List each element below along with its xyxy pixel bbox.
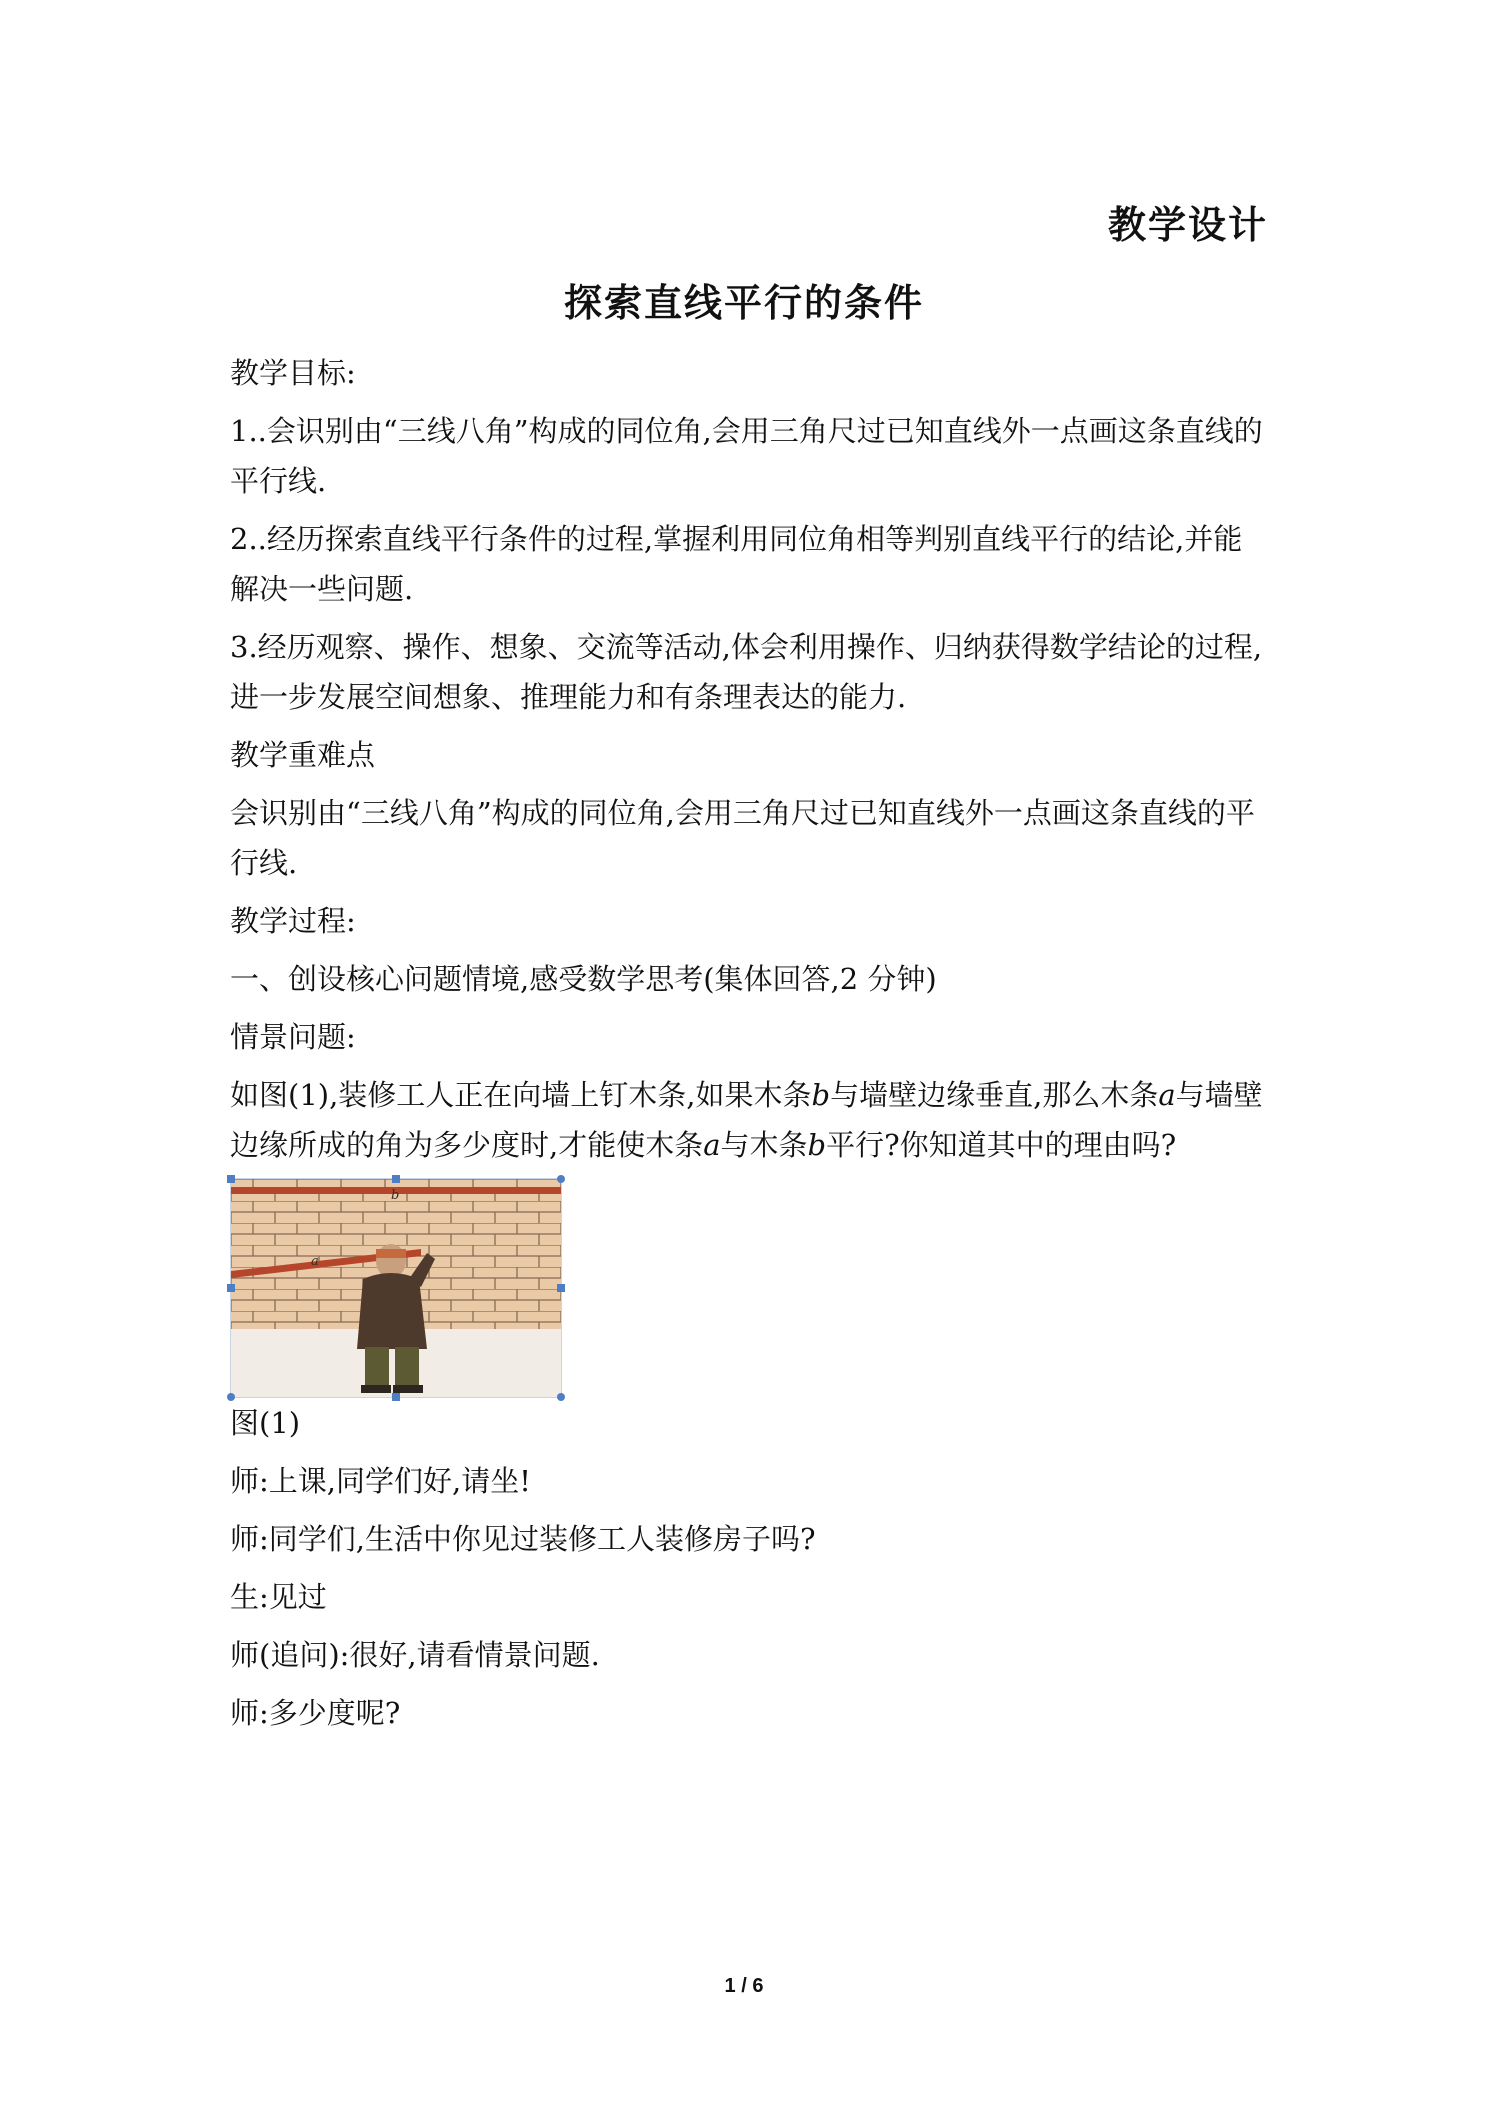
label-a: a	[311, 1254, 319, 1269]
worker-illustration	[231, 1179, 561, 1397]
resize-handle-top-left[interactable]	[227, 1175, 235, 1183]
paragraph-scenario-heading: 情景问题:	[230, 1020, 356, 1054]
document-title: 探索直线平行的条件	[563, 281, 924, 325]
paragraph-objective-3: 3.经历观察、操作、想象、交流等活动,体会利用操作、归纳获得数学结论的过程,进一步发展空间想象、推理能力和有条理表达的能力.	[230, 630, 1263, 714]
label-b: b	[391, 1188, 400, 1203]
dialogue-line-1: 师:上课,同学们好,请坐!	[230, 1464, 531, 1498]
paragraph-objectives-heading: 教学目标:	[230, 356, 356, 390]
paragraph-process-heading: 教学过程:	[230, 904, 356, 938]
dialogue-line-3: 生:见过	[230, 1580, 327, 1614]
dialogue-line-4: 师(追问):很好,请看情景问题.	[230, 1638, 600, 1672]
figure-worker-image[interactable]	[230, 1178, 562, 1398]
resize-handle-top-right[interactable]	[557, 1175, 565, 1183]
document-body	[230, 348, 1270, 1746]
document-label: 教学设计	[1107, 203, 1268, 247]
variable-b: b	[811, 1078, 831, 1112]
question-text-1: 如图(1),装修工人正在向墙上钉木条,如果木条	[230, 1078, 812, 1112]
dialogue-line-2: 师:同学们,生活中你见过装修工人装修房子吗?	[230, 1522, 816, 1556]
resize-handle-right[interactable]	[557, 1284, 565, 1292]
resize-handle-left[interactable]	[227, 1284, 235, 1292]
figure-caption: 图(1)	[230, 1406, 301, 1440]
paragraph-section-1: 一、创设核心问题情境,感受数学思考(集体回答,2 分钟)	[230, 962, 937, 996]
question-text-4: 与木条	[720, 1128, 808, 1162]
variable-a: a	[1158, 1078, 1176, 1112]
variable-a: a	[703, 1128, 721, 1162]
paragraph-keypoints: 会识别由“三线八角”构成的同位角,会用三角尺过已知直线外一点画这条直线的平行线.	[230, 796, 1255, 880]
question-text-2: 与墙壁边缘垂直,那么木条	[830, 1078, 1159, 1112]
question-text-5: 平行?你知道其中的理由吗?	[826, 1128, 1177, 1162]
question-text-3: 与墙壁边缘所成的角为多少度时,才能使木条	[230, 1078, 1263, 1162]
dialogue-line-5: 师:多少度呢?	[230, 1696, 401, 1730]
paragraph-objective-2: 2..经历探索直线平行条件的过程,掌握利用同位角相等判别直线平行的结论,并能解决一些问题.	[230, 522, 1243, 606]
paragraph-objective-1: 1..会识别由“三线八角”构成的同位角,会用三角尺过已知直线外一点画这条直线的平行线.	[230, 414, 1263, 498]
paragraph-question	[230, 1070, 1270, 1170]
paragraph-keypoints-heading: 教学重难点	[230, 738, 376, 772]
page-indicator: 1 / 6	[724, 1975, 764, 1997]
resize-handle-bottom-left[interactable]	[227, 1393, 235, 1401]
variable-b: b	[807, 1128, 827, 1162]
resize-handle-bottom-right[interactable]	[557, 1393, 565, 1401]
resize-handle-bottom[interactable]	[392, 1393, 400, 1401]
resize-handle-top[interactable]	[392, 1175, 400, 1183]
